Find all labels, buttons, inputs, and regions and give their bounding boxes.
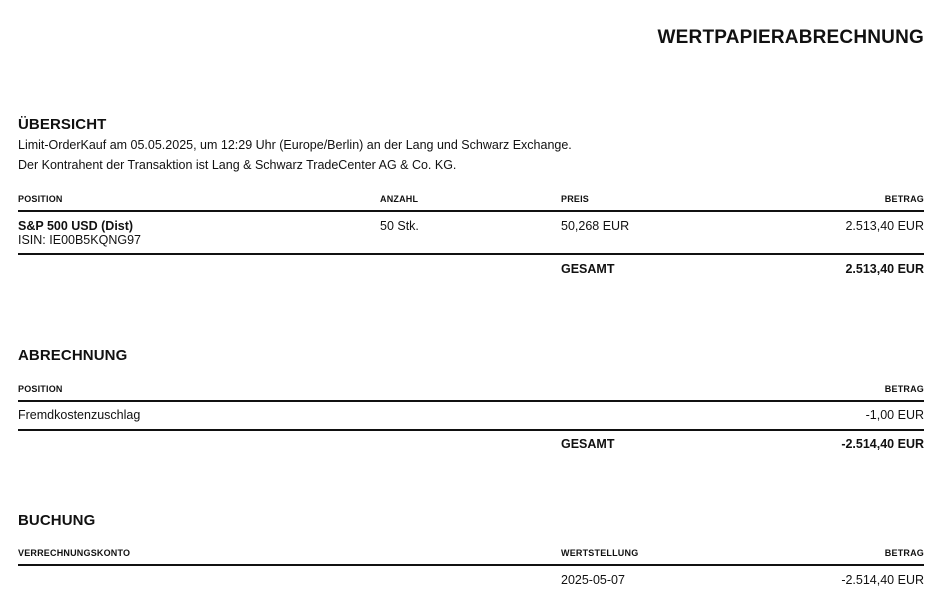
quantity-cell: 50 Stk. [380,219,419,233]
row-rule [18,253,924,255]
settlement-col-position: POSITION [18,384,63,394]
booking-col-account: VERRECHNUNGSKONTO [18,548,131,558]
booking-amount: -2.514,40 EUR [841,573,924,587]
booking-col-amount: BETRAG [884,548,924,558]
settlement-row-rule [18,429,924,431]
security-name: S&P 500 USD (Dist) [18,219,134,233]
overview-heading: ÜBERSICHT [18,116,107,133]
col-position: POSITION [18,194,63,204]
overview-section [18,116,924,286]
booking-heading: BUCHUNG [18,512,96,529]
fee-amount: -1,00 EUR [865,408,924,422]
settlement-section [18,347,924,457]
total-amount: 2.513,40 EUR [845,262,924,276]
settlement-col-amount: BETRAG [884,384,924,394]
booking-col-value-date: WERTSTELLUNG [561,548,639,558]
overview-line-2: Der Kontrahent der Transaktion ist Lang & Schwarz TradeCenter AG & Co. KG. [18,158,457,172]
col-amount: BETRAG [884,194,924,204]
document-title: WERTPAPIERABRECHNUNG [657,27,924,48]
settlement-total-label: GESAMT [561,437,615,451]
settlement-total-amount: -2.514,40 EUR [841,437,924,451]
fee-label: Fremdkostenzuschlag [18,408,141,422]
settlement-heading: ABRECHNUNG [18,347,128,364]
booking-header-rule [18,564,924,566]
booking-value-date: 2025-05-07 [561,573,625,587]
header-rule [18,210,924,212]
col-price: PREIS [561,194,590,204]
col-quantity: ANZAHL [380,194,419,204]
overview-line-1: Limit-OrderKauf am 05.05.2025, um 12:29 Uhr (Europe/Berlin) an der Lang und Schwarz Exchange. [18,138,572,152]
position-cell [18,219,141,247]
booking-section [18,512,924,602]
amount-cell: 2.513,40 EUR [845,219,924,233]
settlement-header-rule [18,400,924,402]
security-isin: ISIN: IE00B5KQNG97 [18,233,141,247]
price-cell: 50,268 EUR [561,219,630,233]
total-label: GESAMT [561,262,615,276]
